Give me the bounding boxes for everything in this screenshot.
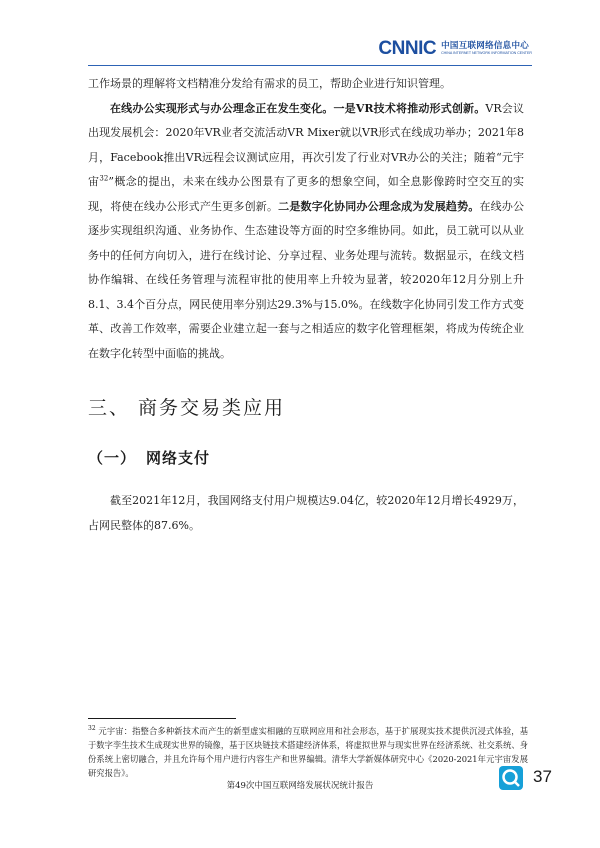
paragraph-2-text-a: VR会议出现发展机会：2020年VR业者交流活动VR Mixer就以VR形式在线成功举办；2021年8月，Facebook推出VR远程会议测试应用，再次引发了行业对VR办公的关注；随着“元宇宙	[88, 101, 524, 188]
paragraph-2	[88, 97, 524, 367]
footnote-text: 元宇宙：指整合多种新技术而产生的新型虚实相融的互联网应用和社会形态，基于扩展现实技术提供沉浸式体验，基于数字孪生技术生成现实世界的镜像，基于区块链技术搭建经济体系，将虚拟世界与现实世界在经济系统、社交系统、身份系统上密切融合，并且允许每个用户进行内容生产和世界编辑。清华大学新媒体研究中心《2020-2021年元宇宙发展研究报告》。	[88, 726, 529, 778]
paragraph-1: 工作场景的理解将文档精准分发给有需求的员工，帮助企业进行知识管理。	[88, 77, 451, 90]
paragraph-2-lead-2: 二是数字化协同办公理念成为发展趋势。	[278, 199, 480, 213]
section-heading: 三、 商务交易类应用	[88, 397, 286, 419]
cnnic-logo	[378, 38, 532, 60]
footnote-number: 32	[88, 725, 96, 733]
page-content	[88, 72, 524, 538]
footnote-ref-32[interactable]: 32	[99, 174, 109, 183]
footer-report-title: 第49次中国互联网络发展状况统计报告	[226, 781, 374, 791]
footnote	[88, 724, 528, 780]
logo-english-name: CHINA INTERNET NETWORK INFORMATION CENTER	[441, 51, 532, 56]
logo-mark: CNNIC	[378, 38, 437, 59]
page-number: 37	[533, 767, 552, 786]
subsection-heading	[88, 447, 524, 468]
header-divider	[88, 65, 532, 66]
report-logo-icon	[499, 766, 523, 790]
logo-chinese-name: 中国互联网络信息中心	[441, 40, 530, 51]
paragraph-2-lead: 在线办公实现形式与办公理念正在发生变化。一是VR技术将推动形式创新。	[110, 101, 486, 115]
paragraph-3: 截至2021年12月，我国网络支付用户规模达9.04亿，较2020年12月增长4929万，占网民整体的87.6%。	[88, 494, 524, 532]
subsection-number: （一）	[88, 449, 137, 467]
footnote-divider	[88, 718, 236, 719]
paragraph-2-text-b: ”概念的提出，未来在线办公图景有了更多的想象空间，如全息影像跨时空交互的实现，将使在线办公形式产生更多创新。	[88, 175, 524, 213]
logo-text	[441, 42, 532, 56]
paragraph-2-text-c: 在线办公逐步实现组织沟通、业务协作、生态建设等方面的时空多维协同。如此，员工就可以从业务中的任何方向切入，进行在线讨论、分享过程、业务处理与流转。数据显示，在线文档协作编辑、在线任务管理与流程审批的使用率上升较为显著，较2020年12月分别上升8.1、3.4个百分点，网民使用率分别达29.3%与15.0%。在线数字化协同引发工作方式变革、改善工作效率，需要企业建立起一套与之相适应的数字化管理框架，将成为传统企业在数字化转型中面临的挑战。	[88, 199, 525, 360]
subsection-title: 网络支付	[146, 449, 211, 467]
